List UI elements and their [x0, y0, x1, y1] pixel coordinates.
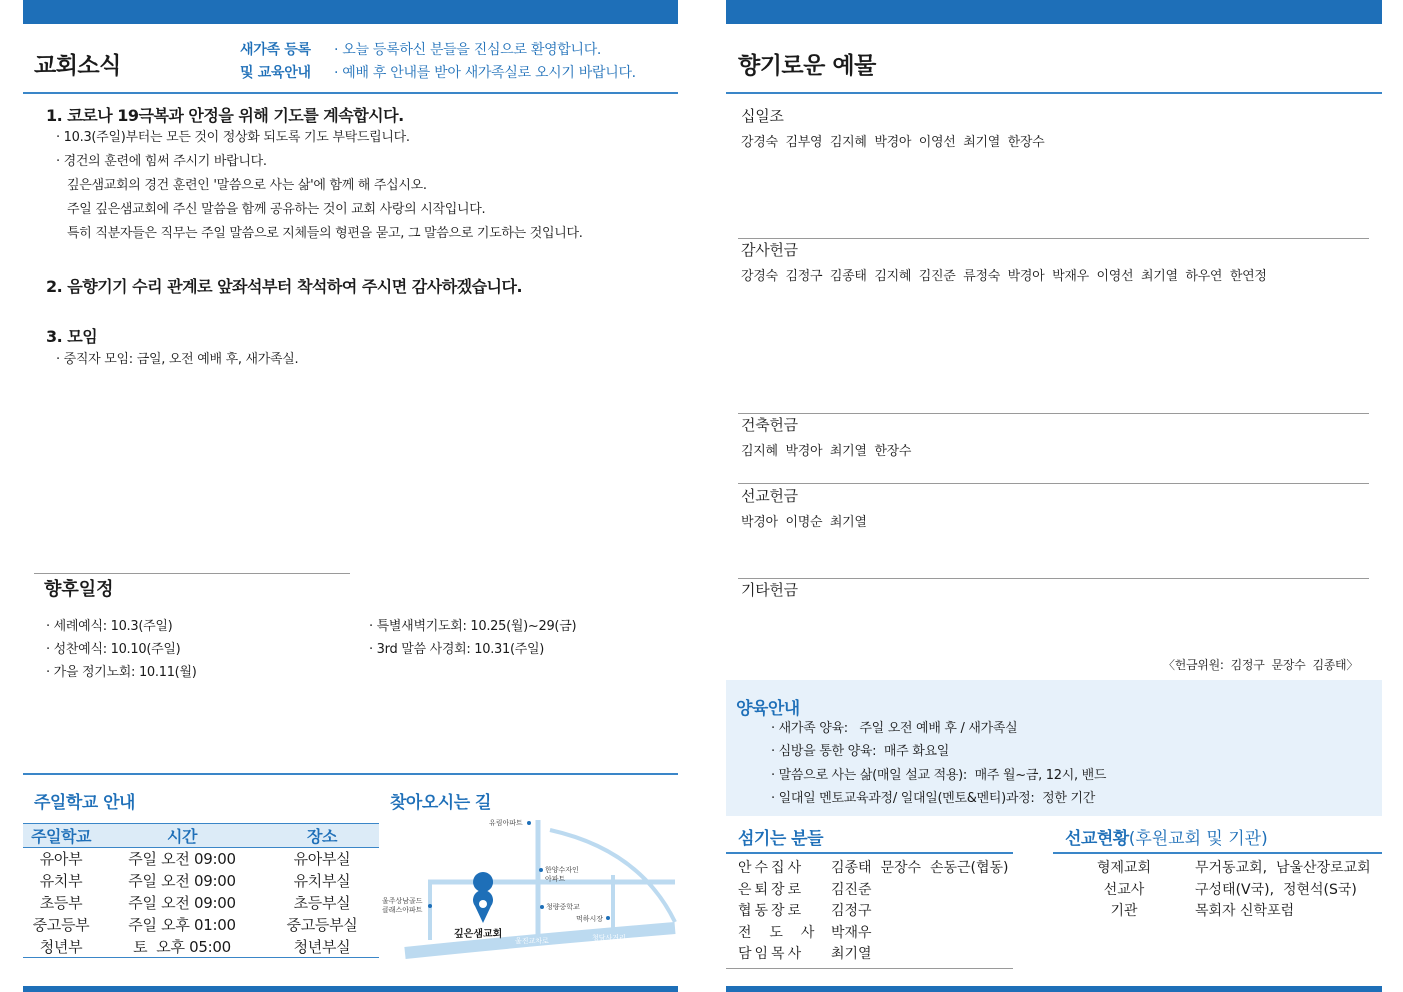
map-label-church: 깊은샘교회	[454, 929, 503, 940]
servant-role: 담임목사	[738, 946, 805, 962]
mission-key: 선교사	[1103, 881, 1145, 898]
offering-divider	[738, 578, 1369, 579]
servant-role: 안수집사	[738, 860, 805, 876]
nurture-line: · 심방을 통한 양육: 매주 화요일	[771, 744, 950, 759]
map-label-road1: 울진교차로	[515, 937, 549, 945]
servant-role: 전 도 사	[738, 924, 818, 941]
table-row	[23, 848, 379, 870]
mission-value: 구성태(V국), 정현석(S국)	[1195, 881, 1357, 898]
registration-label-1: 새가족 등록	[240, 42, 311, 58]
servant-row	[738, 880, 1009, 902]
offering-names: 강경숙 김부영 김지혜 박경아 이영선 최기열 한장수	[741, 135, 1045, 150]
school-place: 유치부실	[293, 872, 351, 890]
servant-names: 김정구	[831, 903, 872, 919]
col-header-time: 시간	[99, 824, 265, 848]
offering-names: 박경아 이명순 최기열	[741, 515, 867, 530]
school-time: 주일 오전 09:00	[128, 850, 236, 869]
bottom-section-divider	[23, 773, 678, 775]
offering-category: 십일조	[741, 107, 784, 125]
offering-names: 김지혜 박경아 최기열 한장수	[741, 444, 912, 459]
sunday-school-table	[23, 823, 379, 958]
servant-row	[738, 923, 1009, 945]
missions-title-sub: (후원교회 및 기관)	[1128, 829, 1268, 849]
news-item-1-line: 주일 깊은샘교회에 주신 말씀을 함께 공유하는 것이 교회 사랑의 시작입니다.	[67, 202, 486, 217]
school-name: 청년부	[23, 936, 99, 958]
offering-category: 감사헌금	[741, 241, 798, 259]
missions-divider	[1053, 852, 1382, 854]
mission-key: 기관	[1110, 903, 1138, 919]
nurture-line: · 일대일 멘토교육과정/ 일대일(멘토&멘티)과정: 정한 기간	[771, 791, 1096, 806]
mission-row	[1053, 880, 1371, 902]
nurture-line: · 말씀으로 사는 삶(매일 설교 적용): 매주 월~금, 12시, 밴드	[771, 768, 1107, 783]
servant-names: 박재우	[831, 924, 872, 941]
servants-bottom-rule	[726, 968, 1013, 969]
church-pin-center	[479, 900, 487, 908]
school-place: 초등부실	[293, 894, 351, 912]
sunday-school-title: 주일학교 안내	[34, 793, 135, 813]
offering-committee: 〈헌금위원: 김정구 문장수 김종태〉	[1163, 658, 1359, 672]
offerings-divider	[726, 92, 1382, 94]
offering-divider	[738, 483, 1369, 484]
col-header-place: 장소	[265, 824, 379, 848]
school-place: 유아부실	[293, 850, 351, 869]
map-label-golf: 울주상남골드 클래스아파트	[382, 897, 423, 914]
school-name: 초등부	[39, 894, 83, 912]
map-dot	[527, 821, 531, 825]
school-name: 유치부	[39, 872, 83, 890]
church-pin-icon	[473, 872, 493, 923]
map-label-apt2: 한양수자인 아파트	[545, 866, 579, 883]
news-item-3-heading: 3. 모임	[46, 327, 98, 346]
map-dot	[540, 905, 544, 909]
table-row	[23, 914, 379, 936]
top-bar-right	[726, 0, 1382, 24]
news-item-1-line: 깊은샘교회의 경건 훈련인 '말씀으로 사는 삶'에 함께 해 주십시오.	[67, 178, 427, 193]
mission-row	[1053, 858, 1371, 880]
offering-divider	[738, 238, 1369, 239]
missions-title	[1065, 824, 1268, 849]
servant-role: 은퇴장로	[738, 881, 805, 898]
bottom-bar-right	[726, 986, 1382, 992]
missions-title-main: 선교현황	[1065, 829, 1129, 849]
registration-text-1: · 오늘 등록하신 분들을 진심으로 환영합니다.	[334, 42, 602, 58]
servant-names: 김진준	[831, 881, 872, 898]
schedule-title: 향후일정	[44, 579, 114, 600]
school-time: 주일 오전 09:00	[128, 872, 236, 890]
schedule-item: · 가을 정기노회: 10.11(월)	[46, 665, 197, 680]
offering-names: 강경숙 김정구 김종태 김지혜 김진준 류정숙 박경아 박재우 이영선 최기열 하우연 한연정	[741, 269, 1267, 284]
schedule-item: · 세례예식: 10.3(주일)	[46, 619, 173, 634]
table-row	[23, 936, 379, 958]
map-label-road2: 청담사거리	[592, 934, 626, 942]
offering-category: 선교헌금	[741, 487, 798, 505]
servants-divider	[726, 852, 1013, 854]
offering-divider	[738, 413, 1369, 414]
missions-list	[1053, 858, 1371, 923]
mission-key: 형제교회	[1096, 860, 1152, 876]
school-place: 청년부실	[265, 936, 379, 958]
mission-value: 무거동교회, 남울산장로교회	[1195, 860, 1371, 876]
school-place: 중고등부실	[286, 916, 358, 934]
nurture-title: 양육안내	[736, 699, 800, 719]
offering-category: 기타헌금	[741, 581, 798, 599]
map-label-apt1: 유림아파트	[489, 819, 523, 827]
school-time: 주일 오전 09:00	[128, 894, 236, 912]
church-news-title: 교회소식	[34, 53, 121, 79]
offering-category: 건축헌금	[741, 416, 798, 434]
offerings-title: 향기로운 예물	[738, 53, 876, 79]
mission-row	[1053, 901, 1371, 923]
directions-title: 찾아오시는 길	[390, 793, 491, 813]
mission-value: 목회자 신학포럼	[1195, 903, 1295, 919]
map-dot	[606, 916, 610, 920]
school-name: 유아부	[39, 850, 83, 869]
servant-role: 협동장로	[738, 903, 805, 919]
schedule-item: · 특별새벽기도회: 10.25(월)~29(금)	[369, 619, 577, 634]
servants-list	[738, 858, 1009, 966]
table-row	[23, 870, 379, 892]
school-time: 주일 오후 01:00	[128, 916, 236, 934]
news-item-1-line: · 10.3(주일)부터는 모든 것이 정상화 되도록 기도 부탁드립니다.	[56, 130, 410, 145]
school-time: 토 오후 05:00	[99, 936, 265, 958]
col-header-school: 주일학교	[23, 824, 99, 848]
directions-map	[380, 810, 680, 970]
servant-row	[738, 901, 1009, 923]
news-item-2-heading: 2. 음향기기 수리 관계로 앞좌석부터 착석하여 주시면 감사하겠습니다.	[46, 277, 523, 296]
registration-text-2: · 예배 후 안내를 받아 새가족실로 오시기 바랍니다.	[334, 65, 636, 81]
top-bar-left	[23, 0, 678, 24]
servant-names: 김종태 문장수 손동근(협동)	[831, 860, 1009, 876]
servant-row	[738, 944, 1009, 966]
map-dot	[539, 868, 543, 872]
nurture-line: · 새가족 양육: 주일 오전 예배 후 / 새가족실	[771, 721, 1018, 736]
map-label-market: 먹하시장	[576, 915, 604, 923]
table-row	[23, 892, 379, 914]
servant-row	[738, 858, 1009, 880]
news-item-3-line: · 중직자 모임: 금일, 오전 예배 후, 새가족실.	[56, 352, 299, 367]
schedule-divider	[34, 573, 350, 574]
map-dot	[428, 904, 432, 908]
schedule-item: · 성찬예식: 10.10(주일)	[46, 642, 181, 657]
servants-title: 섬기는 분들	[738, 829, 824, 849]
servant-names: 최기열	[831, 946, 872, 962]
school-name: 중고등부	[32, 916, 90, 934]
map-label-school: 청량중학교	[546, 903, 580, 911]
news-item-1-line: · 경건의 훈련에 힘써 주시기 바랍니다.	[56, 154, 267, 169]
schedule-item: · 3rd 말씀 사경회: 10.31(주일)	[369, 642, 545, 657]
news-item-1-line: 특히 직분자들은 직무는 주일 말씀으로 지체들의 형편을 묻고, 그 말씀으로 기도하는 것입니다.	[67, 226, 583, 241]
news-divider	[23, 92, 678, 94]
bottom-bar-left	[23, 986, 678, 992]
registration-label-2: 및 교육안내	[240, 65, 311, 81]
news-item-1-heading: 1. 코로나 19극복과 안정을 위해 기도를 계속합시다.	[46, 106, 404, 125]
